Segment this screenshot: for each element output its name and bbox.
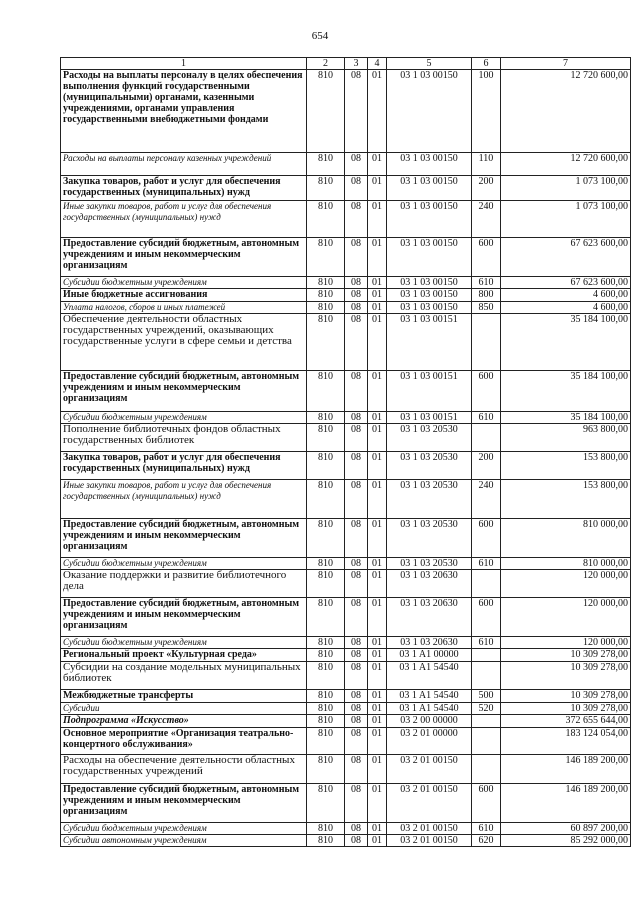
budget-table-body [61, 58, 631, 847]
cell-target-article: 03 1 03 20530 [387, 480, 472, 519]
cell-ministry: 810 [307, 715, 345, 728]
table-row [61, 371, 631, 412]
cell-expense-type [472, 662, 501, 690]
row-name: Обеспечение деятельности областных государственных учреждений, оказывающих государственные услуги в сфере семьи и детства [61, 314, 307, 371]
cell-target-article: 03 1 03 00151 [387, 314, 472, 371]
cell-section: 08 [345, 371, 368, 412]
cell-target-article: 03 1 03 00150 [387, 277, 472, 289]
cell-subsection: 01 [368, 314, 387, 371]
header-cell: 6 [472, 58, 501, 70]
table-row [61, 480, 631, 519]
table-row [61, 519, 631, 558]
cell-section: 08 [345, 558, 368, 570]
cell-expense-type: 520 [472, 703, 501, 715]
cell-ministry: 810 [307, 412, 345, 424]
cell-target-article: 03 2 01 00150 [387, 835, 472, 847]
cell-ministry: 810 [307, 314, 345, 371]
cell-section: 08 [345, 835, 368, 847]
cell-ministry: 810 [307, 649, 345, 662]
cell-ministry: 810 [307, 289, 345, 302]
cell-ministry: 810 [307, 452, 345, 480]
cell-ministry: 810 [307, 662, 345, 690]
row-name: Закупка товаров, работ и услуг для обеспечения государственных (муниципальных) нужд [61, 452, 307, 480]
cell-subsection: 01 [368, 412, 387, 424]
cell-subsection: 01 [368, 715, 387, 728]
table-row [61, 70, 631, 153]
cell-target-article: 03 1 03 00151 [387, 371, 472, 412]
cell-target-article: 03 1 A1 54540 [387, 703, 472, 715]
cell-target-article: 03 1 03 20530 [387, 424, 472, 452]
row-name: Предоставление субсидий бюджетным, автономным учреждениям и иным некоммерческим организациям [61, 519, 307, 558]
cell-target-article: 03 1 A1 54540 [387, 662, 472, 690]
row-name: Подпрограмма «Искусство» [61, 715, 307, 728]
row-name: Субсидии бюджетным учреждениям [61, 823, 307, 835]
cell-subsection: 01 [368, 823, 387, 835]
row-name: Иные бюджетные ассигнования [61, 289, 307, 302]
table-row [61, 662, 631, 690]
cell-target-article: 03 2 01 00150 [387, 784, 472, 823]
table-row [61, 412, 631, 424]
cell-expense-type: 600 [472, 519, 501, 558]
row-name: Субсидии [61, 703, 307, 715]
row-name: Предоставление субсидий бюджетным, автономным учреждениям и иным некоммерческим организациям [61, 238, 307, 277]
cell-section: 08 [345, 598, 368, 637]
cell-ministry: 810 [307, 558, 345, 570]
table-row [61, 598, 631, 637]
cell-target-article: 03 1 03 20630 [387, 570, 472, 598]
row-name: Закупка товаров, работ и услуг для обеспечения государственных (муниципальных) нужд [61, 176, 307, 201]
cell-ministry: 810 [307, 835, 345, 847]
cell-amount: 4 600,00 [501, 302, 631, 314]
cell-target-article: 03 1 03 00150 [387, 201, 472, 238]
cell-ministry: 810 [307, 728, 345, 755]
cell-ministry: 810 [307, 153, 345, 176]
cell-section: 08 [345, 637, 368, 649]
cell-target-article: 03 1 03 00150 [387, 238, 472, 277]
cell-amount: 120 000,00 [501, 598, 631, 637]
cell-amount: 153 800,00 [501, 480, 631, 519]
cell-expense-type: 240 [472, 480, 501, 519]
cell-subsection: 01 [368, 570, 387, 598]
cell-subsection: 01 [368, 70, 387, 153]
cell-section: 08 [345, 784, 368, 823]
cell-amount: 12 720 600,00 [501, 153, 631, 176]
cell-subsection: 01 [368, 519, 387, 558]
table-row [61, 570, 631, 598]
cell-expense-type: 200 [472, 176, 501, 201]
table-row [61, 314, 631, 371]
cell-section: 08 [345, 238, 368, 277]
cell-section: 08 [345, 70, 368, 153]
cell-expense-type: 610 [472, 277, 501, 289]
cell-expense-type: 600 [472, 371, 501, 412]
cell-section: 08 [345, 703, 368, 715]
row-name: Расходы на выплаты персоналу казенных учреждений [61, 153, 307, 176]
cell-subsection: 01 [368, 153, 387, 176]
cell-subsection: 01 [368, 424, 387, 452]
cell-amount: 10 309 278,00 [501, 703, 631, 715]
cell-expense-type: 600 [472, 784, 501, 823]
table-row [61, 835, 631, 847]
cell-subsection: 01 [368, 598, 387, 637]
row-name: Региональный проект «Культурная среда» [61, 649, 307, 662]
cell-expense-type [472, 649, 501, 662]
cell-section: 08 [345, 424, 368, 452]
cell-subsection: 01 [368, 649, 387, 662]
cell-section: 08 [345, 277, 368, 289]
cell-amount: 120 000,00 [501, 637, 631, 649]
row-name: Расходы на обеспечение деятельности областных государственных учреждений [61, 755, 307, 784]
row-name: Субсидии бюджетным учреждениям [61, 412, 307, 424]
cell-target-article: 03 2 01 00150 [387, 823, 472, 835]
row-name: Иные закупки товаров, работ и услуг для обеспечения государственных (муниципальных) нужд [61, 480, 307, 519]
cell-expense-type: 800 [472, 289, 501, 302]
cell-subsection: 01 [368, 755, 387, 784]
cell-ministry: 810 [307, 823, 345, 835]
cell-target-article: 03 1 03 20530 [387, 558, 472, 570]
cell-amount: 35 184 100,00 [501, 412, 631, 424]
header-cell: 5 [387, 58, 472, 70]
cell-amount: 67 623 600,00 [501, 238, 631, 277]
cell-section: 08 [345, 314, 368, 371]
cell-target-article: 03 1 03 00150 [387, 176, 472, 201]
cell-section: 08 [345, 649, 368, 662]
row-name: Субсидии автономным учреждениям [61, 835, 307, 847]
cell-ministry: 810 [307, 598, 345, 637]
cell-amount: 10 309 278,00 [501, 662, 631, 690]
cell-amount: 1 073 100,00 [501, 176, 631, 201]
cell-expense-type: 240 [472, 201, 501, 238]
cell-expense-type [472, 728, 501, 755]
cell-subsection: 01 [368, 784, 387, 823]
cell-amount: 120 000,00 [501, 570, 631, 598]
cell-amount: 10 309 278,00 [501, 690, 631, 703]
cell-subsection: 01 [368, 637, 387, 649]
cell-ministry: 810 [307, 519, 345, 558]
table-row [61, 637, 631, 649]
row-name: Предоставление субсидий бюджетным, автономным учреждениям и иным некоммерческим организациям [61, 598, 307, 637]
cell-target-article: 03 1 A1 00000 [387, 649, 472, 662]
cell-amount: 372 655 644,00 [501, 715, 631, 728]
row-name: Субсидии бюджетным учреждениям [61, 558, 307, 570]
cell-section: 08 [345, 480, 368, 519]
cell-target-article: 03 1 03 00151 [387, 412, 472, 424]
cell-expense-type [472, 424, 501, 452]
header-cell: 4 [368, 58, 387, 70]
row-name: Субсидии на создание модельных муниципальных библиотек [61, 662, 307, 690]
row-name: Расходы на выплаты персоналу в целях обеспечения выполнения функций государственными (муниципальными) органами, казенными учреждениями, органами управления государственными внебюджетными фондами [61, 70, 307, 153]
table-row [61, 201, 631, 238]
cell-expense-type [472, 570, 501, 598]
cell-subsection: 01 [368, 662, 387, 690]
cell-amount: 963 800,00 [501, 424, 631, 452]
cell-target-article: 03 1 03 20530 [387, 452, 472, 480]
row-name: Предоставление субсидий бюджетным, автономным учреждениям и иным некоммерческим организациям [61, 371, 307, 412]
cell-section: 08 [345, 176, 368, 201]
row-name: Предоставление субсидий бюджетным, автономным учреждениям и иным некоммерческим организациям [61, 784, 307, 823]
cell-subsection: 01 [368, 238, 387, 277]
cell-expense-type: 600 [472, 238, 501, 277]
cell-expense-type: 600 [472, 598, 501, 637]
cell-target-article: 03 2 01 00000 [387, 728, 472, 755]
cell-subsection: 01 [368, 452, 387, 480]
header-cell: 7 [501, 58, 631, 70]
cell-ministry: 810 [307, 277, 345, 289]
header-cell: 2 [307, 58, 345, 70]
table-row [61, 302, 631, 314]
cell-section: 08 [345, 519, 368, 558]
budget-table [60, 57, 631, 847]
table-row [61, 558, 631, 570]
cell-subsection: 01 [368, 371, 387, 412]
cell-expense-type: 850 [472, 302, 501, 314]
cell-ministry: 810 [307, 690, 345, 703]
cell-subsection: 01 [368, 176, 387, 201]
cell-amount: 810 000,00 [501, 558, 631, 570]
page-number: 654 [311, 30, 329, 42]
cell-section: 08 [345, 715, 368, 728]
table-row [61, 784, 631, 823]
cell-amount: 146 189 200,00 [501, 784, 631, 823]
cell-section: 08 [345, 302, 368, 314]
cell-section: 08 [345, 755, 368, 784]
cell-target-article: 03 1 03 00150 [387, 153, 472, 176]
table-row [61, 452, 631, 480]
cell-target-article: 03 2 00 00000 [387, 715, 472, 728]
table-row [61, 755, 631, 784]
cell-subsection: 01 [368, 690, 387, 703]
table-row [61, 176, 631, 201]
row-name: Оказание поддержки и развитие библиотечного дела [61, 570, 307, 598]
cell-section: 08 [345, 570, 368, 598]
cell-section: 08 [345, 662, 368, 690]
cell-subsection: 01 [368, 480, 387, 519]
cell-amount: 12 720 600,00 [501, 70, 631, 153]
header-row [61, 58, 631, 70]
cell-ministry: 810 [307, 176, 345, 201]
table-row [61, 153, 631, 176]
cell-target-article: 03 1 03 20630 [387, 598, 472, 637]
cell-expense-type: 500 [472, 690, 501, 703]
cell-amount: 153 800,00 [501, 452, 631, 480]
cell-subsection: 01 [368, 201, 387, 238]
cell-target-article: 03 1 03 00150 [387, 289, 472, 302]
cell-expense-type: 100 [472, 70, 501, 153]
cell-amount: 183 124 054,00 [501, 728, 631, 755]
cell-section: 08 [345, 201, 368, 238]
cell-subsection: 01 [368, 277, 387, 289]
cell-ministry: 810 [307, 637, 345, 649]
table-row [61, 424, 631, 452]
cell-section: 08 [345, 823, 368, 835]
cell-subsection: 01 [368, 558, 387, 570]
cell-ministry: 810 [307, 238, 345, 277]
cell-ministry: 810 [307, 703, 345, 715]
cell-ministry: 810 [307, 424, 345, 452]
cell-expense-type: 610 [472, 412, 501, 424]
header-cell: 1 [61, 58, 307, 70]
cell-expense-type [472, 755, 501, 784]
table-row [61, 703, 631, 715]
cell-section: 08 [345, 153, 368, 176]
table-row [61, 823, 631, 835]
cell-amount: 4 600,00 [501, 289, 631, 302]
cell-subsection: 01 [368, 302, 387, 314]
cell-ministry: 810 [307, 480, 345, 519]
cell-amount: 810 000,00 [501, 519, 631, 558]
cell-ministry: 810 [307, 302, 345, 314]
cell-section: 08 [345, 452, 368, 480]
cell-target-article: 03 1 03 20530 [387, 519, 472, 558]
row-name: Межбюджетные трансферты [61, 690, 307, 703]
cell-amount: 35 184 100,00 [501, 371, 631, 412]
cell-ministry: 810 [307, 70, 345, 153]
cell-section: 08 [345, 412, 368, 424]
table-row [61, 289, 631, 302]
cell-section: 08 [345, 728, 368, 755]
cell-subsection: 01 [368, 728, 387, 755]
cell-expense-type: 610 [472, 823, 501, 835]
cell-section: 08 [345, 289, 368, 302]
cell-amount: 1 073 100,00 [501, 201, 631, 238]
cell-expense-type: 200 [472, 452, 501, 480]
table-row [61, 277, 631, 289]
cell-section: 08 [345, 690, 368, 703]
cell-ministry: 810 [307, 784, 345, 823]
cell-ministry: 810 [307, 755, 345, 784]
row-name: Субсидии бюджетным учреждениям [61, 277, 307, 289]
cell-amount: 146 189 200,00 [501, 755, 631, 784]
cell-expense-type [472, 715, 501, 728]
cell-amount: 60 897 200,00 [501, 823, 631, 835]
cell-target-article: 03 1 A1 54540 [387, 690, 472, 703]
cell-expense-type: 110 [472, 153, 501, 176]
row-name: Уплата налогов, сборов и иных платежей [61, 302, 307, 314]
cell-target-article: 03 1 03 20630 [387, 637, 472, 649]
cell-expense-type [472, 314, 501, 371]
table-row [61, 690, 631, 703]
cell-subsection: 01 [368, 703, 387, 715]
cell-target-article: 03 1 03 00150 [387, 70, 472, 153]
cell-target-article: 03 2 01 00150 [387, 755, 472, 784]
table-row [61, 728, 631, 755]
table-row [61, 715, 631, 728]
cell-amount: 10 309 278,00 [501, 649, 631, 662]
cell-target-article: 03 1 03 00150 [387, 302, 472, 314]
cell-ministry: 810 [307, 201, 345, 238]
row-name: Основное мероприятие «Организация театрально-концертного обслуживания» [61, 728, 307, 755]
cell-expense-type: 610 [472, 637, 501, 649]
cell-amount: 67 623 600,00 [501, 277, 631, 289]
cell-amount: 85 292 000,00 [501, 835, 631, 847]
cell-ministry: 810 [307, 371, 345, 412]
row-name: Иные закупки товаров, работ и услуг для обеспечения государственных (муниципальных) нужд [61, 201, 307, 238]
cell-subsection: 01 [368, 289, 387, 302]
row-name: Пополнение библиотечных фондов областных государственных библиотек [61, 424, 307, 452]
header-cell: 3 [345, 58, 368, 70]
cell-amount: 35 184 100,00 [501, 314, 631, 371]
row-name: Субсидии бюджетным учреждениям [61, 637, 307, 649]
cell-ministry: 810 [307, 570, 345, 598]
table-row [61, 238, 631, 277]
cell-expense-type: 620 [472, 835, 501, 847]
cell-expense-type: 610 [472, 558, 501, 570]
cell-subsection: 01 [368, 835, 387, 847]
table-row [61, 649, 631, 662]
